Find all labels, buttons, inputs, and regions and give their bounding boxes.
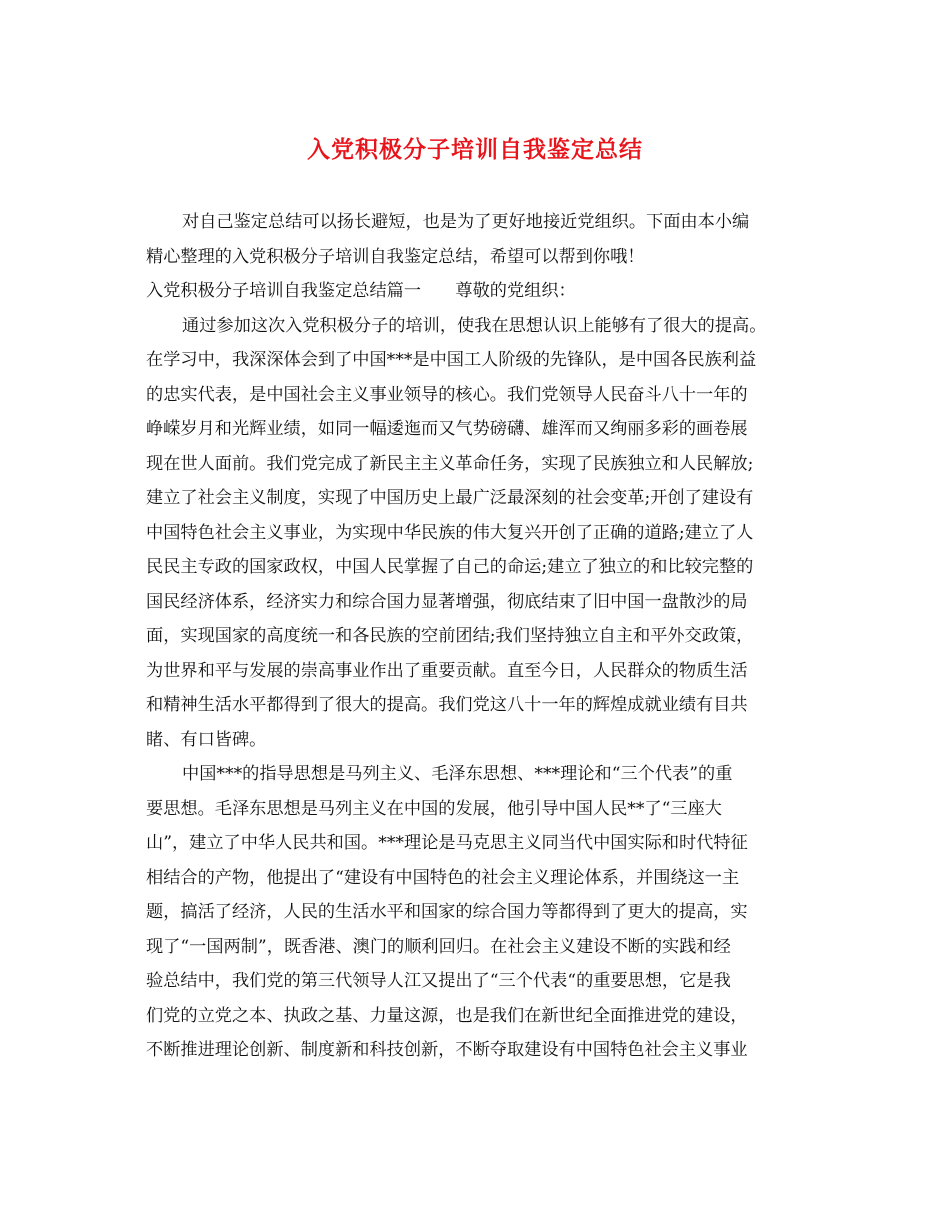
text-line: 对自己鉴定总结可以扬长避短，也是为了更好地接近党组织。下面由本小编	[182, 212, 750, 232]
text-line: 国民经济体系，经济实力和综合国力显著增强，彻底结束了旧中国一盘散沙的局	[146, 591, 748, 612]
text-line: 验总结中，我们党的第三代领导人江又提出了“三个代表“的重要思想，它是我	[146, 971, 731, 991]
text-line: 中国特色社会主义事业，为实现中华民族的伟大复兴开创了正确的道路;建立了人	[146, 522, 754, 543]
text-line: 要思想。毛泽东思想是马列主义在中国的发展，他引导中国人民**了“三座大	[146, 798, 722, 819]
text-line: 的忠实代表，是中国社会主义事业领导的核心。我们党领导人民奋斗八十一年的	[146, 384, 748, 405]
text-line: 通过参加这次入党积极分子的培训，使我在思想认识上能够有了很大的提高。	[182, 315, 767, 336]
text-line: 面，实现国家的高度统一和各民族的空前团结;我们坚持独立自主和平外交政策，	[146, 626, 754, 646]
text-line: 精心整理的入党积极分子培训自我鉴定总结，希望可以帮到你哦！	[146, 246, 645, 267]
text-line: 们党的立党之本、执政之基、力量这源，也是我们在新世纪全面推进党的建设，	[146, 1005, 748, 1026]
document-title: 入党积极分子培训自我鉴定总结	[307, 136, 643, 163]
text-line: 和精神生活水平都得到了很大的提高。我们党这八十一年的辉煌成就业绩有目共	[146, 695, 748, 715]
text-line: 民民主专政的国家政权，中国人民掌握了自己的命运;建立了独立的和比较完整的	[146, 557, 754, 577]
text-line: 中国***的指导思想是马列主义、毛泽东思想、***理论和“三个代表”的重	[182, 764, 733, 784]
text-line: 现在世人面前。我们党完成了新民主主义革命任务，实现了民族独立和人民解放;	[146, 453, 754, 474]
text-line: 为世界和平与发展的崇高事业作出了重要贡献。直至今日，人民群众的物质生活	[146, 660, 748, 681]
text-line: 相结合的产物，他提出了“建设有中国特色的社会主义理论体系，并围绕这一主	[146, 867, 740, 888]
text-line: 峥嵘岁月和光辉业绩，如同一幅逶迤而又气势磅礴、雄浑而又绚丽多彩的画卷展	[146, 419, 748, 439]
text-line: 题，搞活了经济，人民的生活水平和国家的综合国力等都得到了更大的提高，实	[146, 902, 748, 922]
text-line: 不断推进理论创新、制度新和科技创新，不断夺取建设有中国特色社会主义事业	[146, 1040, 748, 1060]
text-line: 现了“一国两制”，既香港、澳门的顺利回归。在社会主义建设不断的实践和经	[146, 936, 731, 957]
text-line: 在学习中，我深深体会到了中国***是中国工人阶级的先锋队，是中国各民族利益	[146, 350, 757, 370]
text-line: 建立了社会主义制度，实现了中国历史上最广泛最深刻的社会变革;开创了建设有	[146, 488, 754, 508]
text-line: 睹、有口皆碑。	[146, 729, 267, 750]
text-line: 入党积极分子培训自我鉴定总结篇一 尊敬的党组织：	[146, 281, 576, 301]
text-line: 山”，建立了中华人民共和国。***理论是马克思主义同当代中国实际和时代特征	[146, 833, 748, 853]
